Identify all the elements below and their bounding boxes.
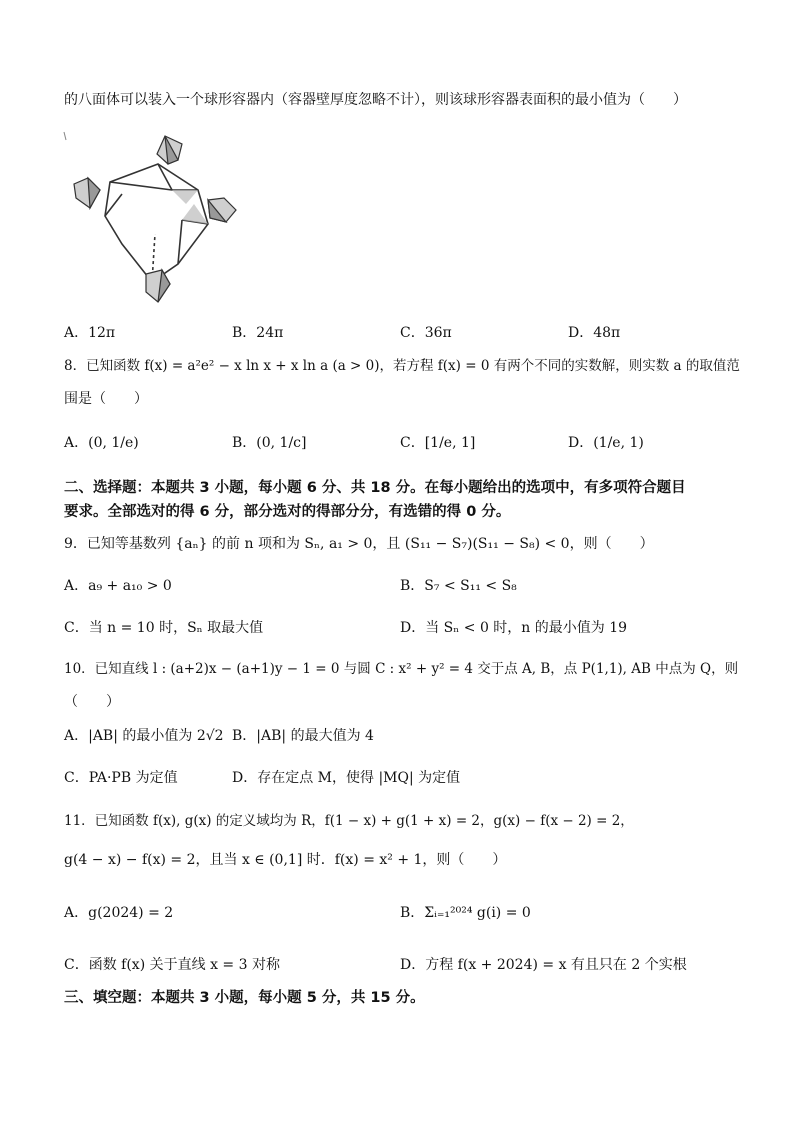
q9-stem: 9．已知等基数列 {aₙ} 的前 n 项和为 Sₙ, a₁ > 0，且 (S₁₁ − S₇)(S₁₁ − S₈) < 0，则（ ） [64, 536, 654, 552]
q10-option-b: B．|AB| 的最大值为 4 [232, 728, 374, 744]
q9-option-c: C．当 n = 10 时，Sₙ 取最大值 [64, 620, 264, 636]
q7-option-d: D．48π [568, 325, 621, 341]
q11-stem-line2: g(4 − x) − f(x) = 2，且当 x ∈ (0,1] 时．f(x) = x² + 1，则（ ） [64, 852, 507, 868]
q8-option-c: C．[1/e, 1] [400, 435, 476, 451]
q10-option-d: D．存在定点 M，使得 |MQ| 为定值 [232, 770, 461, 786]
small-octahedron-right [208, 198, 236, 222]
q10-option-c: C．PA·PB 为定值 [64, 770, 178, 786]
q7-option-b: B．24π [232, 325, 284, 341]
q11-option-b: B．Σᵢ₌₁²⁰²⁴ g(i) = 0 [400, 905, 531, 921]
main-polyhedron-outline [105, 164, 208, 282]
q9-option-d: D．当 Sₙ < 0 时，n 的最小值为 19 [400, 620, 628, 636]
q10-option-a: A．|AB| 的最小值为 2√2 [64, 728, 224, 744]
section2-heading-line2: 要求。全部选对的得 6 分，部分选对的得部分分，有选错的得 0 分。 [64, 504, 511, 520]
section2-heading-line1: 二、选择题：本题共 3 小题，每小题 6 分、共 18 分。在每小题给出的选项中，有多项符合题目 [64, 480, 686, 496]
small-octahedron-top [157, 136, 182, 164]
q7-stem: 的八面体可以装入一个球形容器内（容器壁厚度忽略不计），则该球形容器表面积的最小值为（ ） [64, 92, 687, 108]
q11-option-c: C．函数 f(x) 关于直线 x = 3 对称 [64, 957, 280, 973]
q9-option-a: A．a₉ + a₁₀ > 0 [64, 578, 172, 594]
octahedron-figure [60, 124, 250, 314]
q9-option-b: B．S₇ < S₁₁ < S₈ [400, 578, 517, 594]
q7-option-a: A．12π [64, 325, 116, 341]
small-octahedron-bottom [146, 270, 170, 302]
q8-option-b: B．(0, 1/c] [232, 435, 307, 451]
q8-option-a: A．(0, 1/e) [64, 435, 139, 451]
small-octahedron-left [74, 178, 100, 208]
q11-option-a: A．g(2024) = 2 [64, 905, 174, 921]
q8-option-d: D．(1/e, 1) [568, 435, 644, 451]
q8-stem-line2: 围是（ ） [64, 391, 148, 407]
q8-stem-line1: 8．已知函数 f(x) = a²e² − x ln x + x ln a (a > 0)，若方程 f(x) = 0 有两个不同的实数解，则实数 a 的取值范 [64, 358, 740, 374]
q10-stem-line2: （ ） [64, 694, 120, 710]
q10-stem-line1: 10．已知直线 l : (a+2)x − (a+1)y − 1 = 0 与圆 C : x² + y² = 4 交于点 A, B，点 P(1,1), AB 中点为 Q，则 [64, 661, 739, 677]
q11-stem-line1: 11．已知函数 f(x), g(x) 的定义域均为 R，f(1 − x) + g(1 + x) = 2，g(x) − f(x − 2) = 2， [64, 813, 634, 829]
q11-option-d: D．方程 f(x + 2024) = x 有且只在 2 个实根 [400, 957, 687, 973]
section3-heading: 三、填空题：本题共 3 小题，每小题 5 分，共 15 分。 [64, 990, 425, 1006]
q7-option-c: C．36π [400, 325, 452, 341]
